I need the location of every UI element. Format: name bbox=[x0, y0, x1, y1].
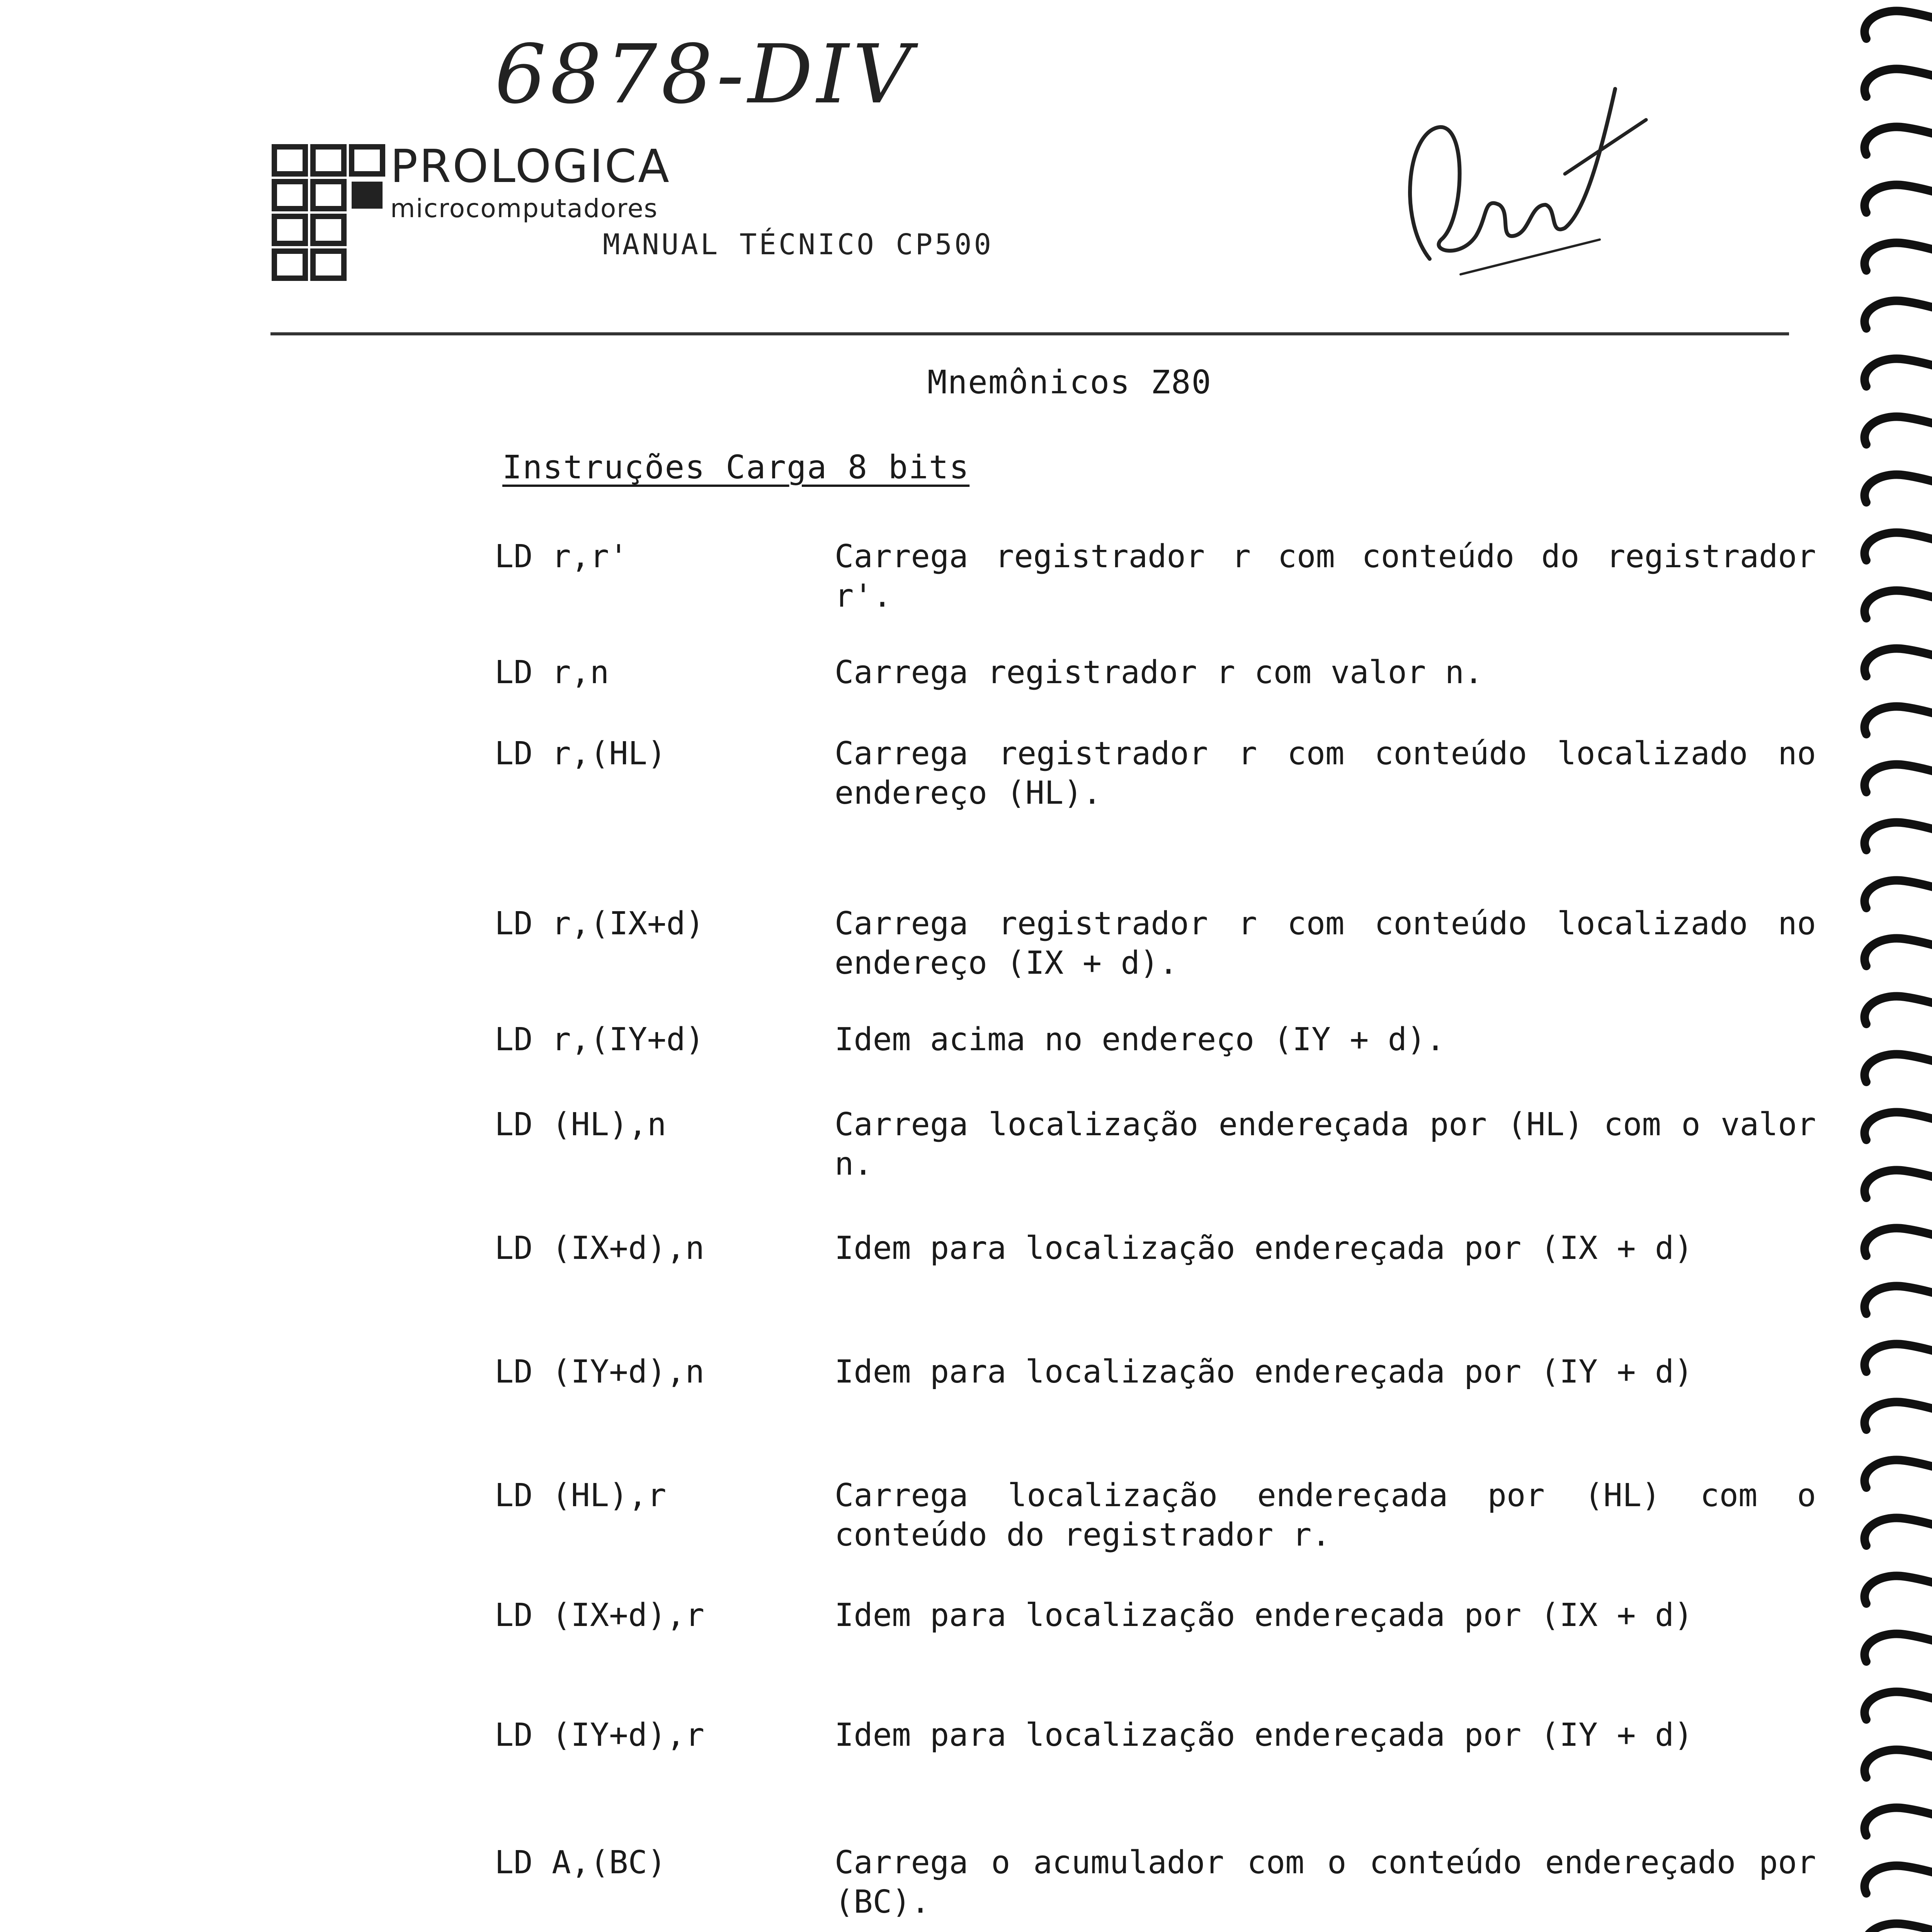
header-divider bbox=[270, 332, 1789, 335]
description: Idem para localização endereçada por (IX + d) bbox=[835, 1230, 1693, 1267]
description: Carrega o acumulador com o conteúdo endereçado por (BC). bbox=[835, 1844, 1816, 1920]
mnemonic: LD (IY+d),r bbox=[495, 1717, 705, 1753]
section-title: Mnemônicos Z80 bbox=[927, 363, 1212, 401]
brand bbox=[390, 139, 671, 224]
description: Carrega registrador r com conteúdo localizado no endereço (HL). bbox=[835, 735, 1816, 811]
spiral-binding-icon bbox=[1843, 0, 1932, 1932]
mnemonic: LD r,(IY+d) bbox=[495, 1021, 705, 1058]
mnemonic: LD (HL),r bbox=[495, 1477, 667, 1514]
mnemonic: LD (HL),n bbox=[495, 1106, 667, 1143]
brand-subtitle: microcomputadores bbox=[390, 194, 658, 223]
manual-title: MANUAL TÉCNICO CP500 bbox=[603, 228, 994, 261]
description: Idem acima no endereço (IY + d). bbox=[835, 1021, 1445, 1058]
signature bbox=[1383, 58, 1654, 298]
description: Idem para localização endereçada por (IY + d) bbox=[835, 1717, 1693, 1753]
description: Idem para localização endereçada por (IY + d) bbox=[835, 1354, 1693, 1390]
description: Carrega registrador r com valor n. bbox=[835, 654, 1483, 691]
mnemonic: LD (IX+d),n bbox=[495, 1230, 705, 1267]
description: Carrega localização endereçada por (HL) com o valor n. bbox=[835, 1106, 1816, 1182]
handwritten-top-code: 6878-DIV bbox=[495, 27, 915, 122]
mnemonic: LD r,n bbox=[495, 654, 609, 691]
mnemonic: LD A,(BC) bbox=[495, 1844, 667, 1881]
mnemonic: LD (IY+d),n bbox=[495, 1354, 705, 1390]
description: Carrega localização endereçada por (HL) com o conteúdo do registrador r. bbox=[835, 1477, 1816, 1553]
description: Idem para localização endereçada por (IX + d) bbox=[835, 1597, 1693, 1634]
description: Carrega registrador r com conteúdo localizado no endereço (IX + d). bbox=[835, 905, 1816, 981]
brand-name: PROLOGICA bbox=[390, 139, 671, 193]
description: Carrega registrador r com conteúdo do registrador r'. bbox=[835, 538, 1816, 614]
subsection-title: Instruções Carga 8 bits bbox=[502, 448, 970, 486]
prologica-logo-icon bbox=[270, 143, 390, 290]
mnemonic: LD r,(HL) bbox=[495, 735, 667, 772]
mnemonic: LD (IX+d),r bbox=[495, 1597, 705, 1634]
mnemonic: LD r,(IX+d) bbox=[495, 905, 705, 942]
mnemonic: LD r,r' bbox=[495, 538, 628, 575]
